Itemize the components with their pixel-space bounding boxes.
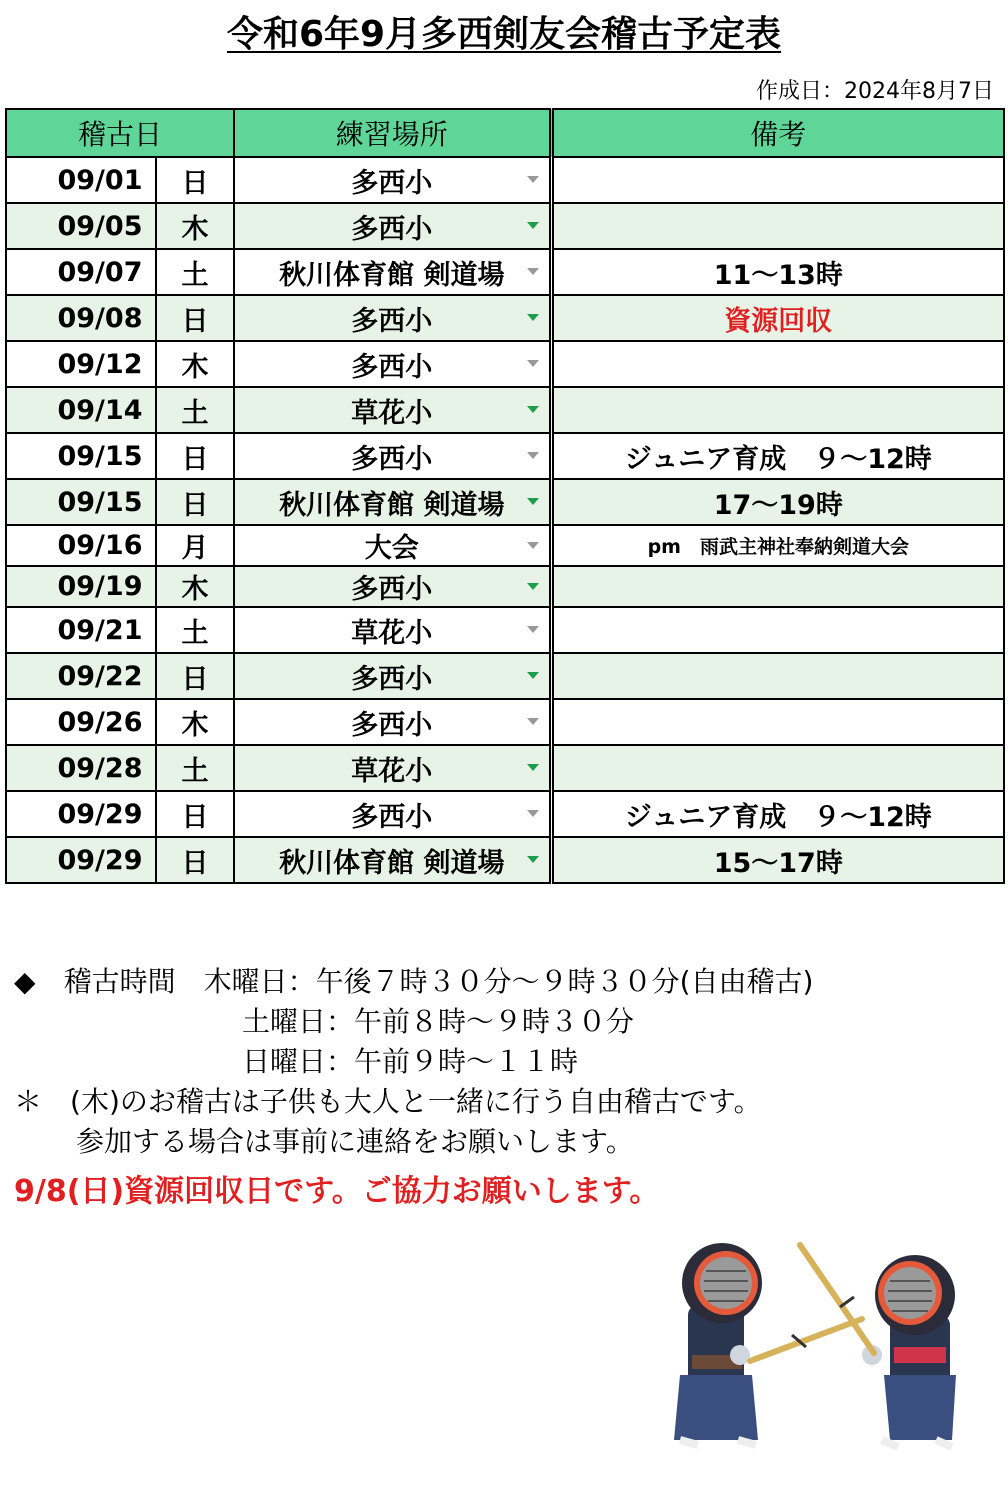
table-row [6, 791, 1004, 837]
dropdown-arrow-icon[interactable] [527, 718, 539, 725]
place-value: 多西小 [351, 574, 433, 605]
dropdown-arrow-icon[interactable] [527, 360, 539, 367]
place-select[interactable] [234, 791, 551, 837]
place-select[interactable] [234, 387, 551, 433]
saturday-time: 土曜日：午前８時〜９時３０分 [242, 1005, 635, 1038]
table-header [6, 109, 1004, 157]
row-note [551, 745, 1004, 791]
row-note: ジュニア育成 ９〜12時 [551, 791, 1004, 837]
row-day: 土 [156, 745, 234, 791]
table-row [6, 341, 1004, 387]
place-select[interactable] [234, 433, 551, 479]
dropdown-arrow-icon[interactable] [527, 626, 539, 633]
place-value: 草花小 [351, 397, 433, 429]
dropdown-arrow-icon[interactable] [527, 810, 539, 817]
row-day: 木 [156, 203, 234, 249]
table-row [6, 653, 1004, 699]
row-note [551, 341, 1004, 387]
row-day: 土 [156, 607, 234, 653]
table-row [6, 157, 1004, 203]
place-select[interactable] [234, 745, 551, 791]
row-day: 土 [156, 249, 234, 295]
notes-section [14, 962, 813, 1162]
sunday-time: 日曜日：午前９時〜１１時 [242, 1045, 579, 1078]
place-value: 多西小 [351, 351, 433, 383]
row-note: ジュニア育成 ９〜12時 [551, 433, 1004, 479]
dropdown-arrow-icon[interactable] [527, 176, 539, 183]
table-row [6, 249, 1004, 295]
row-date: 09/16 [6, 525, 156, 566]
recycling-notice: 9/8(日)資源回収日です。ご協力お願いします。 [14, 1174, 660, 1209]
dropdown-arrow-icon[interactable] [527, 452, 539, 459]
place-value: 草花小 [351, 617, 433, 649]
left-kendo-player [674, 1243, 762, 1445]
table-row [6, 479, 1004, 525]
row-date: 09/22 [6, 653, 156, 699]
diamond-icon: ◆ [14, 965, 36, 998]
place-select[interactable] [234, 525, 551, 566]
place-value: 多西小 [351, 305, 433, 337]
row-note: 11〜13時 [551, 249, 1004, 295]
place-value: 多西小 [351, 167, 433, 199]
row-day: 日 [156, 479, 234, 525]
row-date: 09/07 [6, 249, 156, 295]
place-value: 秋川体育館 剣道場 [279, 259, 505, 291]
table-row [6, 837, 1004, 883]
place-value: 秋川体育館 剣道場 [279, 847, 505, 879]
dropdown-arrow-icon[interactable] [527, 222, 539, 229]
place-select[interactable] [234, 203, 551, 249]
note-line-2: 参加する場合は事前に連絡をお願いします。 [76, 1125, 634, 1158]
table-row [6, 566, 1004, 607]
table-row [6, 203, 1004, 249]
row-day: 木 [156, 341, 234, 387]
table-row [6, 295, 1004, 341]
row-date: 09/26 [6, 699, 156, 745]
shinai-swords [750, 1245, 874, 1361]
row-day: 日 [156, 433, 234, 479]
place-select[interactable] [234, 837, 551, 883]
row-date: 09/15 [6, 479, 156, 525]
dropdown-arrow-icon[interactable] [527, 498, 539, 505]
place-select[interactable] [234, 295, 551, 341]
place-select[interactable] [234, 341, 551, 387]
header-place: 練習場所 [234, 109, 551, 157]
dropdown-arrow-icon[interactable] [527, 856, 539, 863]
place-value: 多西小 [351, 213, 433, 245]
row-note [551, 157, 1004, 203]
row-date: 09/19 [6, 566, 156, 607]
row-date: 09/14 [6, 387, 156, 433]
place-select[interactable] [234, 479, 551, 525]
place-select[interactable] [234, 653, 551, 699]
dropdown-arrow-icon[interactable] [527, 542, 539, 549]
dropdown-arrow-icon[interactable] [527, 314, 539, 321]
place-value: 秋川体育館 剣道場 [279, 489, 505, 521]
header-date: 稽古日 [6, 109, 234, 157]
asterisk-icon: ＊ [14, 1085, 43, 1118]
row-day: 日 [156, 791, 234, 837]
place-value: 多西小 [351, 443, 433, 475]
row-day: 日 [156, 295, 234, 341]
row-note [551, 566, 1004, 607]
place-select[interactable] [234, 607, 551, 653]
dropdown-arrow-icon[interactable] [527, 764, 539, 771]
row-note: 17〜19時 [551, 479, 1004, 525]
table-row [6, 433, 1004, 479]
table-row [6, 387, 1004, 433]
place-value: 草花小 [351, 755, 433, 787]
header-note: 備考 [551, 109, 1004, 157]
row-note [551, 203, 1004, 249]
row-date: 09/12 [6, 341, 156, 387]
row-date: 09/21 [6, 607, 156, 653]
table-row [6, 699, 1004, 745]
place-value: 大会 [364, 533, 419, 564]
dropdown-arrow-icon[interactable] [527, 406, 539, 413]
row-date: 09/15 [6, 433, 156, 479]
row-date: 09/29 [6, 837, 156, 883]
note-line-1: (木)のお稽古は子供も大人と一緒に行う自由稽古です。 [70, 1085, 762, 1118]
place-select[interactable] [234, 249, 551, 295]
row-note: pm 雨武主神社奉納剣道大会 [551, 525, 1004, 566]
thursday-time: 木曜日：午後７時３０分〜９時３０分(自由稽古) [203, 965, 814, 998]
table-row [6, 607, 1004, 653]
kendo-players-illustration [640, 1235, 980, 1455]
dropdown-arrow-icon[interactable] [527, 268, 539, 275]
row-day: 土 [156, 387, 234, 433]
row-day: 日 [156, 653, 234, 699]
created-date: 作成日：2024年8月7日 [756, 79, 994, 104]
schedule-table [5, 108, 1005, 884]
row-date: 09/05 [6, 203, 156, 249]
row-note: 資源回収 [551, 295, 1004, 341]
row-note [551, 653, 1004, 699]
row-note [551, 699, 1004, 745]
row-day: 月 [156, 525, 234, 566]
place-select[interactable] [234, 157, 551, 203]
page-title: 令和6年9月多西剣友会稽古予定表 [226, 14, 782, 55]
place-select[interactable] [234, 566, 551, 607]
row-day: 日 [156, 837, 234, 883]
place-value: 多西小 [351, 801, 433, 833]
row-day: 日 [156, 157, 234, 203]
place-select[interactable] [234, 699, 551, 745]
row-day: 木 [156, 566, 234, 607]
practice-time-label: 稽古時間 [63, 965, 176, 998]
row-date: 09/29 [6, 791, 156, 837]
place-value: 多西小 [351, 663, 433, 695]
row-date: 09/28 [6, 745, 156, 791]
row-note [551, 607, 1004, 653]
row-date: 09/01 [6, 157, 156, 203]
dropdown-arrow-icon[interactable] [527, 672, 539, 679]
row-date: 09/08 [6, 295, 156, 341]
row-note [551, 387, 1004, 433]
dropdown-arrow-icon[interactable] [527, 583, 539, 590]
row-day: 木 [156, 699, 234, 745]
table-row [6, 745, 1004, 791]
place-value: 多西小 [351, 709, 433, 741]
row-note: 15〜17時 [551, 837, 1004, 883]
table-row [6, 525, 1004, 566]
